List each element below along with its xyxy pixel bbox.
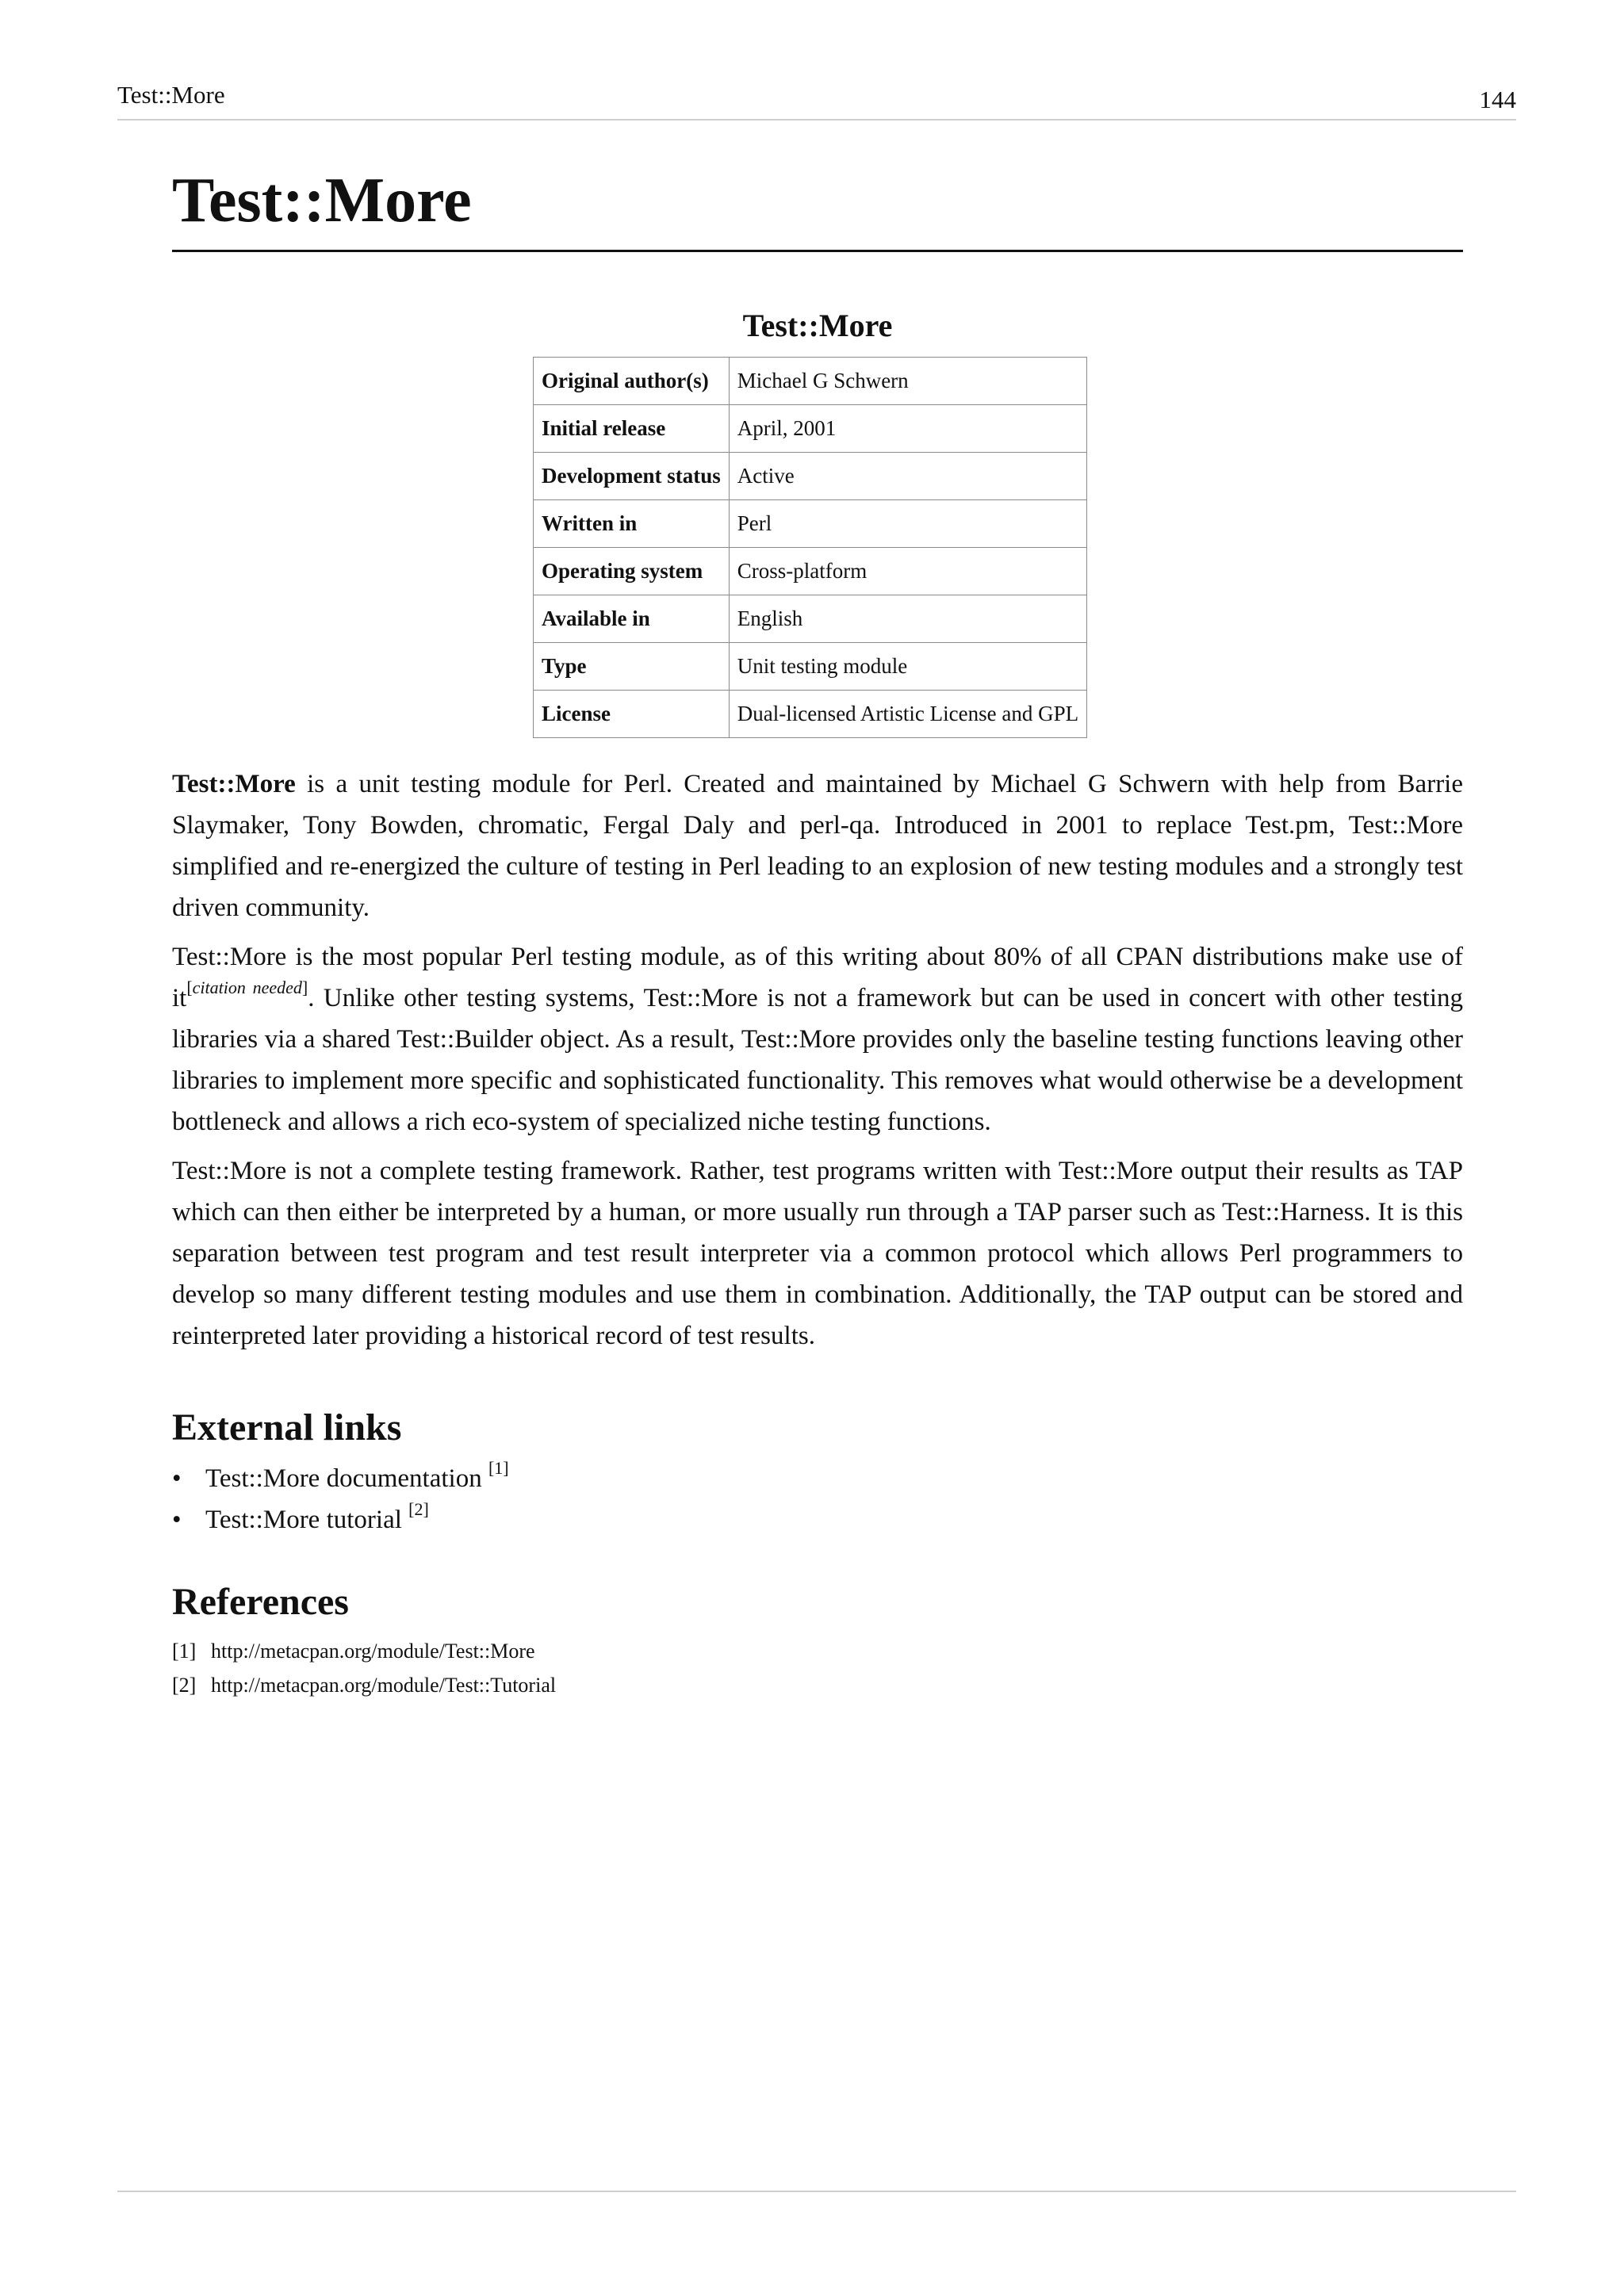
infobox-row [534, 358, 1087, 405]
reference-number: [2] [172, 1674, 197, 1697]
popularity-text-after: . Unlike other testing systems, Test::More is not a framework but can be used in concert with other testing libraries via a shared Test::Builder object. As a result, Test::More provides only the baseline testing functions leaving other libraries to implement more specific and sophisticated functionality. This removes what would otherwise be a development bottleneck and allows a rich eco-system of specialized niche testing functions. [172, 984, 1463, 1136]
reference-url[interactable]: http://metacpan.org/module/Test::Tutorial [211, 1674, 557, 1697]
intro-text: is a unit testing module for Perl. Created and maintained by Michael G Schwern with help from Barrie Slaymaker, Tony Bowden, chromatic, Fergal Daly and perl-qa. Introduced in 2001 to replace Test.pm, Test::More simplified and re-energized the culture of testing in Perl leading to an explosion of new testing modules and a strongly test driven community. [172, 770, 1463, 922]
infobox-key: Development status [534, 453, 730, 500]
external-link-tutorial[interactable]: Test::More tutorial [205, 1506, 402, 1534]
external-links-heading: External links [172, 1406, 402, 1448]
popularity-text-before: Test::More is the most popular Perl testing module, as of this writing about 80% of all CPAN distributions make use of it [172, 943, 1463, 1012]
external-link-documentation[interactable]: Test::More documentation [205, 1464, 482, 1493]
infobox-caption: Test::More [742, 308, 893, 343]
infobox-key: Initial release [534, 405, 730, 453]
list-item [172, 1499, 1463, 1540]
citation-needed[interactable]: [citation needed] [186, 978, 308, 997]
bullet: • [172, 1464, 182, 1493]
infobox-row [534, 405, 1087, 453]
page-title: Test::More [172, 163, 1463, 252]
list-item [172, 1458, 1463, 1499]
infobox-table [533, 357, 1087, 738]
reference-url[interactable]: http://metacpan.org/module/Test::More [211, 1640, 535, 1663]
infobox-value: Michael G Schwern [729, 358, 1086, 405]
external-links-list [172, 1458, 1463, 1540]
reference-number: [1] [172, 1640, 197, 1663]
infobox-key: Original author(s) [534, 358, 730, 405]
list-item [172, 1634, 1463, 1668]
article [172, 163, 1463, 1702]
running-head-title: Test::More [117, 81, 225, 109]
reference-marker[interactable]: [2] [408, 1499, 429, 1519]
running-head [117, 79, 1516, 121]
citation-needed-label: citation needed [192, 978, 302, 997]
popularity-paragraph [172, 936, 1463, 1142]
intro-bold-term: Test::More [172, 770, 296, 798]
infobox-value: April, 2001 [729, 405, 1086, 453]
infobox-key: Available in [534, 595, 730, 643]
references-heading: References [172, 1581, 349, 1623]
footer-rule [117, 2191, 1516, 2192]
infobox-row [534, 643, 1087, 691]
infobox-row [534, 453, 1087, 500]
infobox-key: Type [534, 643, 730, 691]
infobox-key: License [534, 691, 730, 738]
intro-paragraph [172, 763, 1463, 928]
infobox-value: Perl [729, 500, 1086, 548]
bullet: • [172, 1506, 182, 1534]
infobox-row [534, 500, 1087, 548]
infobox-row [534, 595, 1087, 643]
list-item [172, 1668, 1463, 1702]
infobox-row [534, 548, 1087, 595]
infobox-key: Written in [534, 500, 730, 548]
reference-marker[interactable]: [1] [488, 1458, 509, 1478]
infobox-key: Operating system [534, 548, 730, 595]
references-list [172, 1634, 1463, 1702]
infobox-value: Dual-licensed Artistic License and GPL [729, 691, 1086, 738]
infobox-row [534, 691, 1087, 738]
infobox-value: Active [729, 453, 1086, 500]
page-number: 144 [1479, 86, 1516, 113]
infobox-value: English [729, 595, 1086, 643]
infobox-value: Cross-platform [729, 548, 1086, 595]
framework-paragraph: Test::More is not a complete testing framework. Rather, test programs written with Test::More output their results as TAP which can then either be interpreted by a human, or more usually run through a TAP parser such as Test::Harness. It is this separation between test program and test result interpreter via a common protocol which allows Perl programmers to develop so many different testing modules and use them in combination. Additionally, the TAP output can be stored and reinterpreted later providing a historical record of test results. [172, 1157, 1463, 1350]
infobox-value: Unit testing module [729, 643, 1086, 691]
